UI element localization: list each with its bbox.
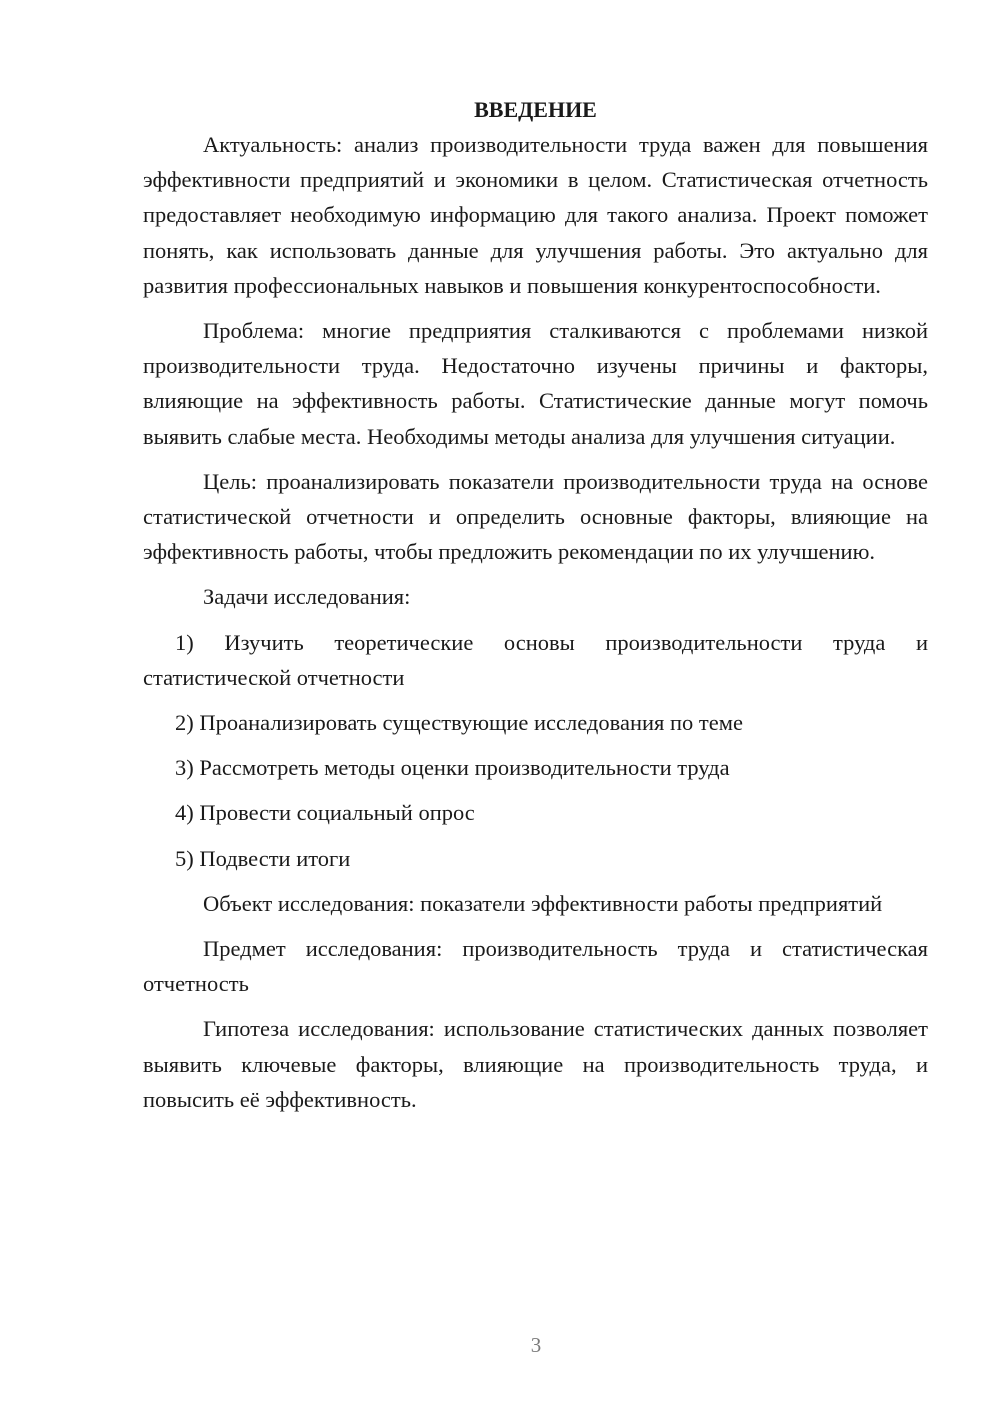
paragraph-object: Объект исследования: показатели эффективности работы предприятий [203, 890, 883, 916]
task-item-2: 2) Проанализировать существующие исследования по теме [175, 710, 743, 736]
task-item-3: 3) Рассмотреть методы оценки производительности труда [175, 755, 730, 781]
paragraph-relevance: Актуальность: анализ производительности труда важен для повышения эффективности предприятий и экономики в целом. Статистическая отчетность предоставляет необходимую информацию для такого анализа. Проект поможет понять, как использовать данные для улучшения работы. Это актуально для развития профессиональных навыков и повышения конкурентоспособности. [143, 132, 928, 298]
task-item-5: 5) Подвести итоги [175, 845, 351, 871]
paragraph-hypothesis: Гипотеза исследования: использование статистических данных позволяет выявить ключевые факторы, влияющие на производительность труда, и повысить её эффективность. [143, 1016, 928, 1112]
section-title: ВВЕДЕНИЕ [474, 97, 597, 122]
paragraph-goal: Цель: проанализировать показатели производительности труда на основе статистической отчетности и определить основные факторы, влияющие на эффективность работы, чтобы предложить рекомендации по их улучшению. [143, 468, 928, 565]
tasks-heading: Задачи исследования: [203, 584, 411, 610]
paragraph-subject: Предмет исследования: производительность труда и статистическая отчетность [143, 936, 928, 997]
document-page [143, 92, 928, 1117]
page-number: 3 [530, 1333, 542, 1357]
task-item-1: 1) Изучить теоретические основы производительности труда и статистической отчетности [143, 629, 928, 690]
task-item-4: 4) Провести социальный опрос [175, 800, 475, 826]
paragraph-problem: Проблема: многие предприятия сталкиваются с проблемами низкой производительности труда. Недостаточно изучены причины и факторы, влияющие на эффективность работы. Статистические данные могут помочь выявить слабые места. Необходимы методы анализа для улучшения ситуации. [143, 318, 928, 449]
